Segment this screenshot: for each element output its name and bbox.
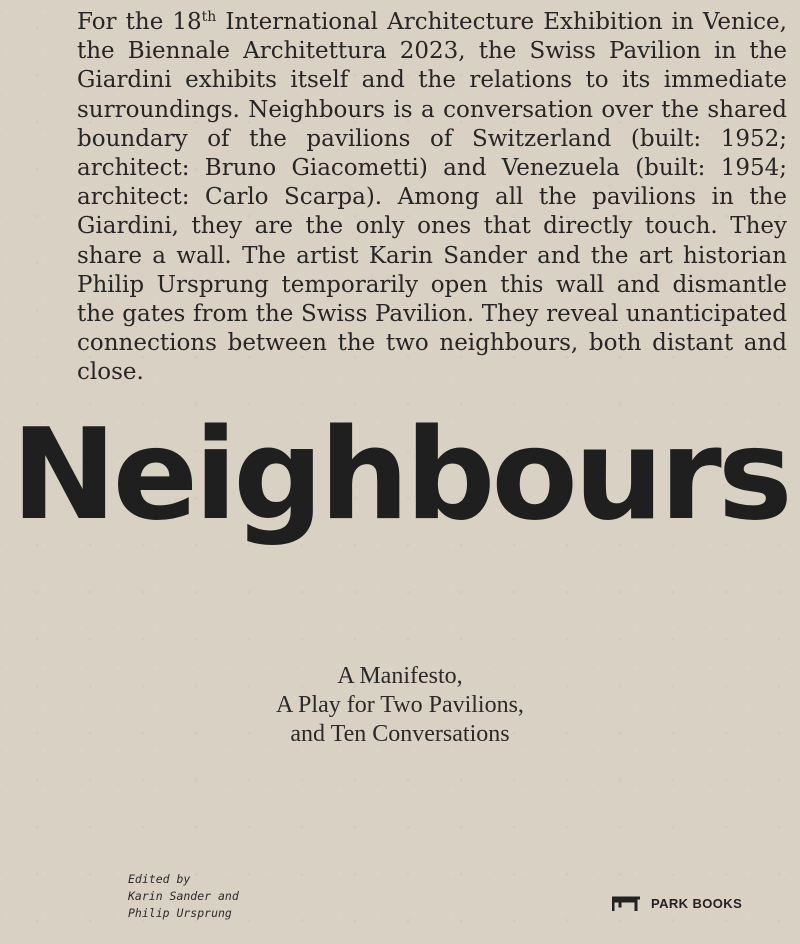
park-books-logo-icon xyxy=(612,896,640,911)
subtitle-line-2: A Play for Two Pavilions, xyxy=(276,692,524,718)
editors-line-1: Edited by xyxy=(128,872,191,886)
subtitle-line-1: A Manifesto, xyxy=(337,663,463,689)
editors-line-3: Philip Ursprung xyxy=(128,906,232,920)
intro-paragraph xyxy=(77,8,787,388)
cover-subtitle xyxy=(0,662,800,749)
editors-line-2: Karin Sander and xyxy=(128,889,239,903)
intro-body: International Architecture Exhibition in Venice, the Biennale Architettura 2023, the Swiss Pavilion in the Giardini exhibits itself and the relations to its immediate surroundings. Neighbours is a conversation over the shared boundary of the pavilions of Switzerland (built: 1952; architect: Bruno Giacometti) and Venezuela (built: 1954; architect: Carlo Scarpa). Among all the pavilions in the Giardini, they are the only ones that directly touch. They share a wall. The artist Karin Sander and the art historian Philip Ursprung temporarily open this wall and dismantle the gates from the Swiss Pavilion. They reveal unanticipated connections between the two neighbours, both distant and close. xyxy=(77,9,787,386)
publisher-mark xyxy=(612,896,742,911)
cover-title: Neighbours xyxy=(11,401,789,548)
editors-credit xyxy=(128,871,239,922)
subtitle-line-3: and Ten Conversations xyxy=(290,721,510,747)
intro-lead: For the 18 xyxy=(77,9,202,35)
intro-superscript: th xyxy=(201,9,217,25)
intro-text xyxy=(77,8,787,388)
publisher-name: PARK BOOKS xyxy=(651,896,743,911)
